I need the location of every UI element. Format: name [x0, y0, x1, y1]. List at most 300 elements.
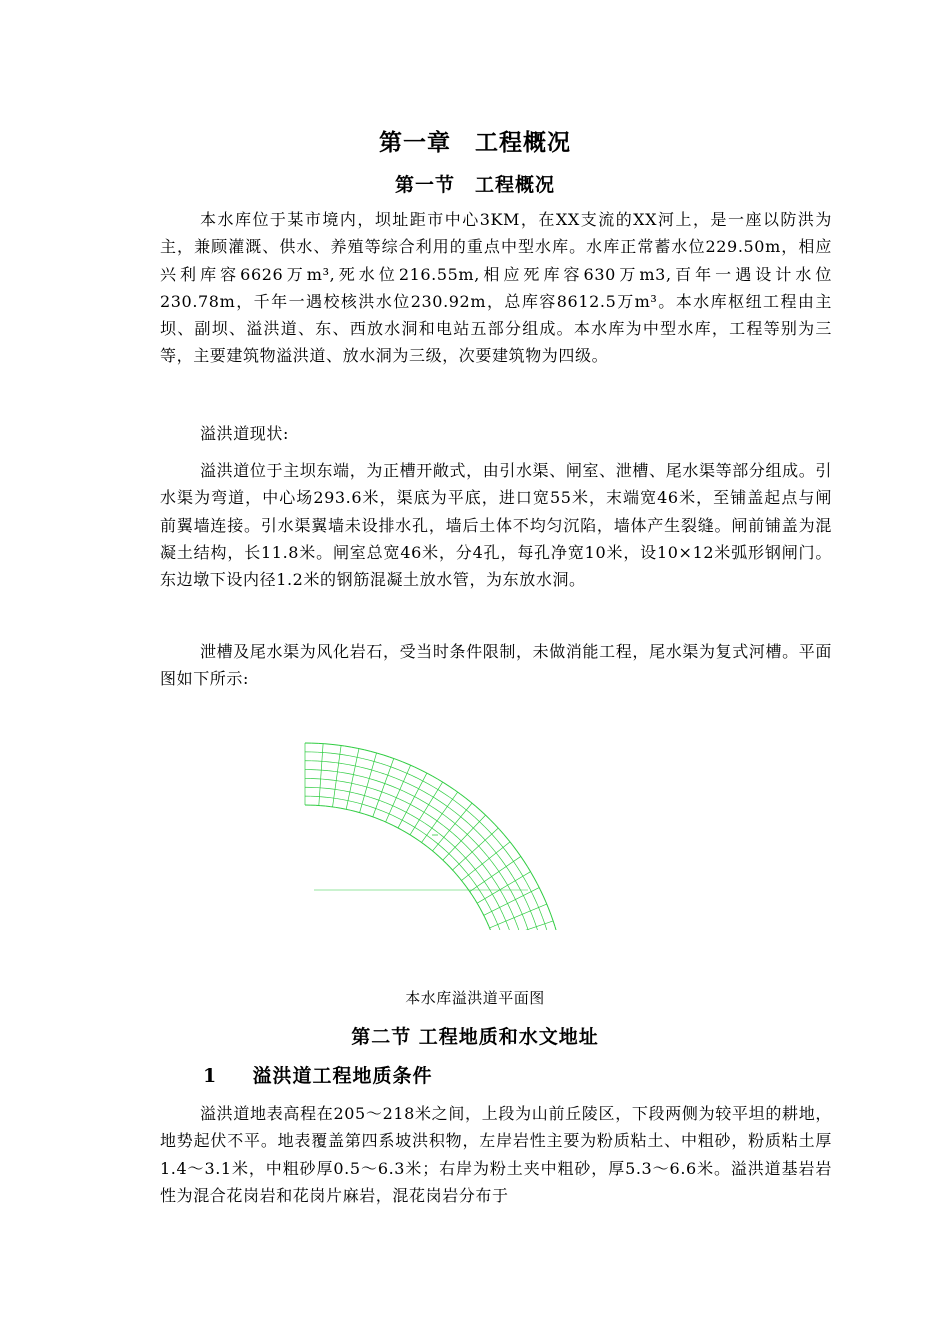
arc-segment	[352, 802, 357, 803]
arc-segment	[400, 799, 405, 801]
arc-segment	[498, 856, 502, 861]
arc-segment	[526, 923, 528, 929]
arc-segment	[453, 857, 457, 861]
arc-segment	[527, 867, 530, 873]
arc-segment	[407, 783, 413, 786]
arc-segment	[420, 820, 425, 823]
arc-segment	[401, 781, 407, 784]
arc-segment	[405, 802, 410, 805]
arc-segment	[450, 808, 455, 812]
arc-segment	[355, 811, 360, 812]
arc-segment	[347, 773, 353, 774]
arc-segment	[477, 857, 481, 861]
arc-segment	[345, 746, 352, 747]
arc-segment	[430, 805, 435, 808]
arc-segment	[342, 764, 348, 765]
radial-line	[410, 782, 443, 835]
arc-segment	[523, 877, 526, 883]
arc-segment	[532, 894, 535, 900]
arc-segment	[378, 809, 383, 811]
arc-segment	[396, 759, 402, 761]
arc-segment	[445, 850, 449, 854]
arc-segment	[553, 920, 555, 926]
spillway-plan-drawing	[300, 735, 600, 930]
radial-line	[319, 744, 323, 806]
arc-segment	[545, 923, 547, 929]
arc-segment	[337, 799, 342, 800]
arc-segment	[516, 881, 519, 886]
arc-segment	[374, 817, 379, 819]
arc-segment	[507, 924, 509, 929]
arc-segment	[418, 788, 423, 791]
arc-segment	[532, 915, 534, 921]
arc-segment	[500, 890, 503, 895]
arc-segment	[435, 853, 439, 856]
arc-segment	[368, 760, 374, 762]
arc-segment	[328, 780, 334, 781]
arc-segment	[458, 826, 462, 830]
arc-segment	[405, 772, 411, 775]
arc-segment	[540, 911, 542, 917]
arc-segment	[495, 866, 498, 871]
arc-segment	[509, 929, 511, 930]
arc-segment	[460, 805, 465, 809]
arc-segment	[354, 793, 359, 794]
arc-segment	[411, 835, 415, 838]
paragraph-spillway-description: 溢洪道位于主坝东端，为正槽开敞式，由引水渠、闸室、泄槽、尾水渠等部分组成。引水渠为弯道，中心场293.6米，渠底为平底，进口宽55米，末端宽46米，至铺盖起点与闸前翼墙连接。引水渠翼墙未设排水孔，墙后土体不均匀沉陷，墙体产生裂缝。闸前铺盖为混凝土结构，长11.8米。闸室总宽46米，分4孔，每孔净宽10米，设10×12米弧形钢闸门。东边墩下设内径1.2米的钢筋混凝土放水管，为东放水洞。	[160, 461, 832, 590]
arc-segment	[465, 798, 470, 802]
arc-segment	[479, 890, 482, 894]
arc-segment	[360, 813, 365, 814]
arc-segment	[524, 898, 527, 904]
arc-segment	[428, 784, 434, 787]
arc-segment	[480, 908, 482, 912]
arc-segment	[331, 753, 337, 754]
figure-caption: 本水库溢洪道平面图	[405, 989, 545, 1007]
paragraph-spillway-status-heading: 溢洪道现状:	[200, 424, 289, 443]
arc-segment	[503, 895, 506, 900]
arc-segment	[453, 833, 457, 837]
arc-segment	[524, 861, 528, 867]
arc-segment	[467, 859, 471, 863]
arc-segment	[551, 914, 553, 920]
arc-segment	[387, 784, 393, 786]
arc-segment	[339, 781, 345, 782]
arc-segment	[324, 753, 330, 754]
arc-segment	[464, 869, 467, 873]
arc-segment	[384, 793, 389, 795]
arc-segment	[420, 831, 424, 834]
arc-segment	[524, 918, 526, 924]
arc-segment	[403, 791, 408, 794]
arc-segment	[384, 821, 389, 823]
arc-segment	[392, 815, 397, 817]
arc-segment	[472, 839, 476, 843]
arc-segment	[322, 779, 328, 780]
arc-segment	[543, 896, 546, 902]
arc-segment	[438, 833, 442, 836]
arc-segment	[449, 786, 454, 790]
arc-segment	[425, 823, 430, 826]
arc-segment	[502, 876, 505, 881]
arc-segment	[342, 799, 347, 800]
arc-segment	[505, 919, 507, 924]
arc-segment	[526, 882, 529, 888]
arc-segment	[341, 772, 347, 773]
arc-segment	[345, 782, 351, 783]
arc-segment	[484, 866, 487, 871]
arc-segment	[420, 770, 426, 773]
arc-segment	[519, 907, 521, 912]
arc-segment	[521, 912, 523, 918]
arc-segment	[459, 851, 463, 855]
arc-segment	[364, 750, 370, 752]
section-title-geology: 第二节 工程地质和水文地址	[351, 1026, 599, 1048]
arc-segment	[497, 840, 501, 845]
arc-segment	[325, 744, 332, 745]
arc-segment	[343, 755, 349, 756]
arc-segment	[376, 780, 382, 782]
arc-segment	[493, 913, 495, 918]
arc-segment	[503, 914, 505, 919]
paragraph-discharge-channel: 泄槽及尾水渠为风化岩石，受当时条件限制，未做消能工程，尾水渠为复式河槽。平面图如下所示:	[160, 642, 832, 689]
arc-segment	[480, 847, 484, 851]
arc-segment	[325, 806, 330, 807]
arc-segment	[375, 799, 380, 801]
arc-segment	[467, 834, 471, 838]
arc-segment	[478, 832, 482, 836]
subsection-number: 1	[203, 1065, 218, 1087]
arc-segment	[335, 807, 340, 808]
arc-segment	[522, 892, 525, 898]
arc-segment	[505, 850, 509, 855]
arc-segment	[488, 904, 491, 909]
arc-segment	[447, 840, 451, 844]
subsection-heading	[203, 1061, 433, 1088]
arc-segment	[365, 814, 370, 816]
arc-segment	[516, 866, 519, 871]
arc-segment	[414, 796, 419, 799]
arc-segment	[364, 777, 370, 779]
arc-segment	[393, 825, 398, 827]
arc-segment	[417, 778, 423, 781]
arc-segment	[371, 751, 377, 753]
arc-segment	[327, 788, 332, 789]
arc-segment	[477, 872, 480, 876]
arc-segment	[444, 815, 449, 819]
arc-segment	[487, 885, 490, 890]
arc-segment	[460, 865, 463, 869]
arc-segment	[505, 881, 508, 886]
arc-segment	[429, 837, 433, 840]
arc-segment	[530, 909, 532, 915]
arc-segment	[348, 765, 354, 766]
arc-segment	[431, 850, 435, 853]
arc-segment	[502, 860, 506, 865]
arc-segment	[504, 834, 508, 839]
arc-segment	[520, 871, 523, 876]
arc-segment	[370, 797, 375, 799]
arc-segment	[372, 770, 378, 772]
arc-segment	[473, 853, 477, 857]
arc-segment	[366, 769, 372, 771]
arc-segment	[345, 809, 350, 810]
arc-segment	[538, 905, 540, 911]
arc-segment	[494, 880, 497, 885]
arc-segment	[432, 776, 438, 779]
arc-segment	[484, 826, 488, 831]
arc-segment	[516, 850, 520, 855]
arc-segment	[360, 767, 366, 768]
arc-segment	[439, 801, 444, 804]
arc-segment	[422, 781, 428, 784]
arc-segment	[498, 904, 500, 909]
arc-segment	[513, 916, 515, 921]
arc-segment	[390, 757, 396, 759]
arc-segment	[455, 801, 460, 805]
arc-segment	[373, 789, 378, 791]
radial-line	[333, 746, 342, 807]
arc-segment	[389, 795, 394, 797]
arc-segment	[378, 791, 383, 793]
arc-segment	[463, 883, 466, 887]
arc-segment	[356, 784, 362, 785]
arc-segment	[506, 900, 509, 905]
arc-segment	[529, 888, 532, 894]
arc-segment	[343, 791, 348, 792]
arc-segment	[548, 908, 550, 914]
arc-segment	[444, 794, 449, 798]
arc-segment	[362, 758, 368, 760]
arc-segment	[401, 810, 406, 812]
arc-segment	[411, 775, 417, 778]
arc-segment	[479, 822, 484, 826]
arc-segment	[511, 891, 514, 896]
arc-segment	[531, 872, 534, 878]
arc-segment	[398, 828, 402, 830]
arc-segment	[461, 841, 465, 845]
arc-segment	[389, 823, 394, 825]
arc-segment	[330, 762, 336, 763]
arc-segment	[481, 811, 486, 816]
arc-segment	[392, 786, 398, 788]
arc-segment	[381, 801, 386, 803]
arc-segment	[378, 772, 384, 774]
arc-segment	[514, 896, 517, 901]
arc-segment	[469, 824, 474, 828]
arc-segment	[501, 909, 503, 914]
arc-segment	[485, 899, 488, 904]
arc-segment	[387, 813, 392, 815]
arc-segment	[415, 838, 419, 841]
arc-segment	[491, 861, 495, 866]
arc-segment	[390, 776, 396, 778]
radial-line	[360, 753, 377, 813]
arc-segment	[391, 805, 396, 807]
arc-segment	[384, 774, 390, 776]
arc-segment	[408, 764, 414, 767]
radial-line	[453, 828, 499, 870]
arc-segment	[542, 917, 544, 923]
arc-segment	[396, 807, 401, 809]
arc-segment	[515, 921, 517, 926]
section-title: 第一节 工程概况	[394, 174, 555, 196]
arc-segment	[537, 884, 540, 890]
arc-segment	[535, 899, 538, 905]
arc-segment	[399, 770, 405, 772]
arc-segment	[527, 903, 530, 909]
arc-segment	[481, 876, 484, 880]
radial-line	[443, 815, 486, 860]
arc-segment	[516, 901, 519, 906]
arc-segment	[475, 817, 480, 821]
arc-segment	[493, 895, 496, 900]
arc-segment	[324, 761, 330, 762]
arc-segment	[398, 789, 403, 791]
arc-segment	[455, 847, 459, 851]
arc-segment	[534, 878, 537, 884]
arc-segment	[540, 890, 543, 896]
arc-segment	[358, 776, 364, 777]
arc-segment	[419, 799, 424, 802]
arc-segment	[381, 763, 387, 765]
arc-segment	[433, 840, 437, 843]
arc-segment	[439, 790, 444, 793]
arc-segment	[455, 812, 460, 816]
arc-segment	[446, 864, 450, 868]
arc-segment	[439, 822, 444, 825]
arc-segment	[397, 818, 402, 820]
arc-segment	[547, 929, 549, 930]
arc-segment	[508, 905, 510, 910]
arc-segment	[350, 756, 356, 757]
arc-segment	[449, 819, 454, 823]
arc-segment	[340, 808, 345, 809]
arc-segment	[434, 798, 439, 801]
arc-segment	[488, 871, 491, 876]
arc-segment	[402, 762, 408, 765]
arc-segment	[460, 794, 465, 798]
arc-segment	[534, 920, 536, 926]
arc-segment	[329, 771, 335, 772]
arc-segment	[351, 747, 358, 748]
arc-segment	[411, 815, 416, 818]
arc-segment	[509, 855, 513, 860]
arc-segment	[463, 830, 467, 834]
arc-segment	[434, 830, 438, 833]
radial-line	[373, 758, 394, 816]
arc-segment	[487, 922, 489, 927]
arc-segment	[338, 790, 343, 791]
arc-segment	[470, 877, 473, 881]
arc-segment	[426, 773, 432, 776]
arc-segment	[465, 845, 469, 849]
arc-segment	[365, 796, 370, 798]
arc-segment	[381, 782, 387, 784]
arc-segment	[375, 762, 381, 764]
arc-segment	[386, 803, 391, 805]
arc-segment	[497, 923, 499, 928]
subsection-title: 溢洪道工程地质条件	[252, 1065, 433, 1087]
arc-segment	[383, 811, 388, 813]
arc-segment	[486, 841, 490, 846]
arc-segment	[402, 830, 406, 833]
arc-segment	[406, 822, 411, 825]
arc-segment	[425, 813, 430, 816]
arc-segment	[350, 810, 355, 811]
arc-segment	[457, 875, 460, 879]
arc-segment	[416, 828, 420, 831]
arc-segment	[373, 807, 378, 809]
arc-segment	[396, 778, 402, 780]
arc-segment	[451, 844, 455, 848]
arc-segment	[444, 783, 450, 787]
radial-line	[346, 749, 359, 810]
arc-segment	[423, 844, 427, 847]
arc-segment	[430, 816, 435, 819]
arc-segment	[473, 881, 476, 885]
radial-line	[422, 792, 458, 842]
arc-segment	[470, 813, 475, 817]
arc-segment	[518, 926, 520, 930]
arc-segment	[424, 791, 429, 794]
arc-segment	[370, 816, 375, 818]
arc-segment	[512, 845, 516, 850]
arc-segment	[439, 857, 443, 860]
arc-segment	[368, 806, 373, 808]
arc-segment	[476, 806, 481, 810]
arc-segment	[495, 899, 498, 904]
arc-segment	[509, 871, 512, 876]
radial-line	[490, 904, 547, 928]
arc-segment	[443, 860, 447, 864]
arc-segment	[546, 902, 549, 908]
arc-segment	[473, 828, 477, 832]
radial-line	[470, 856, 521, 891]
arc-segment	[379, 819, 384, 821]
arc-segment	[367, 787, 373, 789]
arc-segment	[383, 755, 389, 757]
arc-segment	[470, 863, 474, 867]
chapter-title: 第一章 工程概况	[379, 129, 571, 156]
arc-segment	[444, 826, 448, 830]
arc-segment	[326, 797, 331, 798]
arc-segment	[499, 829, 503, 834]
arc-segment	[453, 871, 456, 875]
arc-segment	[493, 835, 497, 840]
arc-segment	[484, 852, 488, 857]
arc-segment	[486, 815, 491, 820]
arc-segment	[414, 767, 420, 770]
arc-segment	[555, 927, 557, 930]
arc-segment	[435, 808, 440, 811]
arc-segment	[477, 904, 480, 908]
arc-segment	[362, 804, 367, 806]
arc-segment	[499, 928, 501, 930]
arc-segment	[464, 820, 469, 824]
arc-segment	[475, 899, 478, 903]
arc-segment	[409, 794, 414, 797]
arc-segment	[472, 895, 475, 899]
arc-segment	[511, 911, 513, 916]
paragraph-overview: 本水库位于某市境内，坝址距市中心3KM，在XX支流的XX河上，是一座以防洪为主，兼顾灌溉、供水、养殖等综合利用的重点中型水库。水库正常蓄水位229.50m，相应兴利库容6626万m³,死水位216.55m,相应死库容630万m3,百年一遇设计水位230.78m，千年一遇校核洪水位230.92m，总库容8612.5万m³。本水库枢纽工程由主坝、副坝、溢洪道、东、西放水洞和电站五部分组成。本水库为中型水库，工程等别为三等，主要建筑物溢洪道、放水洞为三级，次要建筑物为四级。	[160, 210, 832, 366]
radial-line	[477, 872, 530, 904]
arc-segment	[415, 807, 420, 810]
arc-segment	[449, 854, 453, 858]
arc-segment	[323, 770, 329, 771]
arc-segment	[427, 847, 431, 850]
arc-segment	[485, 917, 487, 922]
